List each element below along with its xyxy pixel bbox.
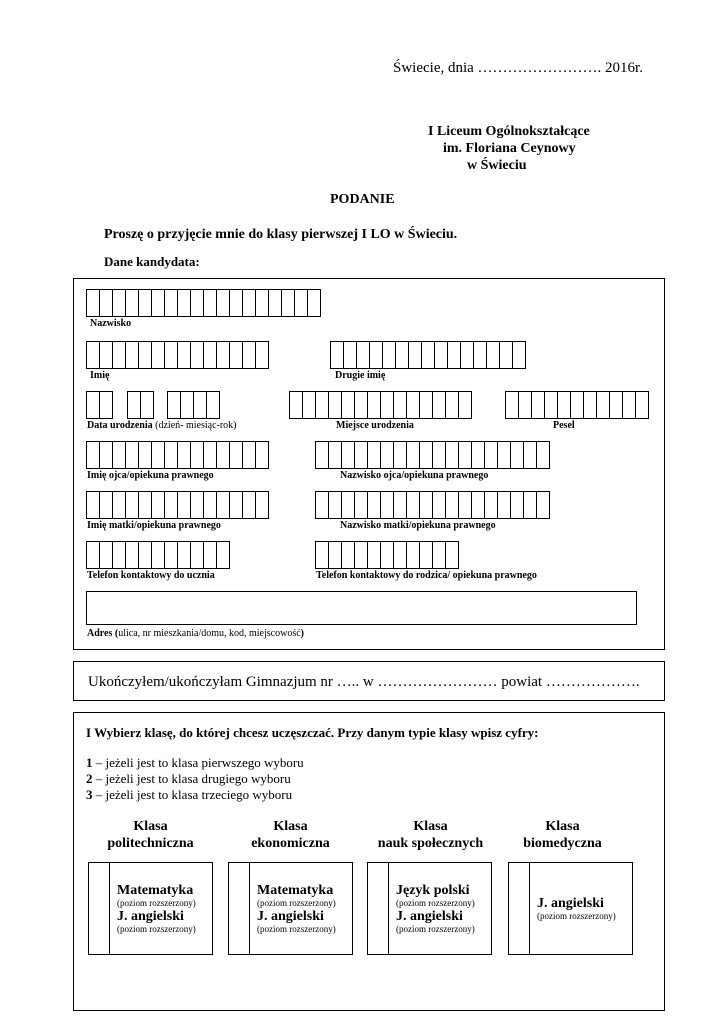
option-2: 2 – jeżeli jest to klasa drugiego wyboru [86, 771, 291, 786]
father-name-input[interactable] [86, 441, 268, 469]
class-box-ekonomiczna: Matematyka (poziom rozszerzony) J. angielski (poziom rozszerzony) [228, 862, 353, 955]
birth-year-input[interactable] [167, 391, 219, 419]
class-box-politechniczna: Matematyka (poziom rozszerzony) J. angielski (poziom rozszerzony) [88, 862, 213, 955]
address-input[interactable] [86, 591, 637, 625]
birth-place-label: Miejsce urodzenia [336, 420, 414, 431]
father-surname-label: Nazwisko ojca/opiekuna prawnego [340, 470, 489, 481]
pesel-label: Pesel [553, 420, 575, 431]
pesel-input[interactable] [505, 391, 648, 419]
class-heading-politechniczna: Klasa politechniczna [107, 819, 194, 851]
page-title: PODANIE [330, 192, 395, 207]
father-surname-input[interactable] [315, 441, 549, 469]
birth-day-input[interactable] [86, 391, 112, 419]
choice-input-nauk-spolecznych[interactable] [368, 863, 389, 954]
surname-input[interactable] [86, 289, 320, 317]
first-name-input[interactable] [86, 341, 268, 369]
choice-input-biomedyczna[interactable] [509, 863, 530, 954]
candidate-heading: Dane kandydata: [104, 254, 200, 269]
class-heading-ekonomiczna: Klasa ekonomiczna [251, 819, 330, 851]
student-phone-label: Telefon kontaktowy do ucznia [87, 570, 215, 581]
student-phone-input[interactable] [86, 541, 229, 569]
father-name-label: Imię ojca/opiekuna prawnego [87, 470, 214, 481]
birth-date-hint: (dzień- miesiąc-rok) [155, 420, 237, 431]
class-box-nauk-spolecznych: Język polski (poziom rozszerzony) J. angielski (poziom rozszerzony) [367, 862, 492, 955]
birth-place-input[interactable] [289, 391, 471, 419]
choice-input-politechniczna[interactable] [89, 863, 110, 954]
school-name: I Liceum Ogólnokształcące [428, 124, 590, 139]
mother-surname-label: Nazwisko matki/opiekuna prawnego [340, 520, 496, 531]
place-date: Świecie, dnia ……………………. 2016r. [393, 60, 643, 76]
parent-phone-input[interactable] [315, 541, 458, 569]
school-patron: im. Floriana Ceynowy [443, 141, 576, 156]
mother-surname-input[interactable] [315, 491, 549, 519]
address-label: Adres (ulica, nr mieszkania/domu, kod, miejscowość) [87, 628, 305, 639]
class-box-biomedyczna: J. angielski (poziom rozszerzony) [508, 862, 633, 955]
second-name-label: Drugie imię [335, 370, 386, 381]
school-city: w Świeciu [467, 158, 527, 173]
gimnazjum-line: Ukończyłem/ukończyłam Gimnazjum nr ….. w …………………… powiat ………………. [88, 674, 640, 690]
birth-month-input[interactable] [127, 391, 153, 419]
class-heading-nauk-spolecznych: Klasa nauk społecznych [377, 819, 484, 851]
option-3: 3 – jeżeli jest to klasa trzeciego wyboru [86, 787, 293, 802]
second-name-input[interactable] [330, 341, 525, 369]
birth-date-label: Data urodzenia (dzień- miesiąc-rok) [87, 420, 237, 431]
section-heading: I Wybierz klasę, do której chcesz uczęszczać. Przy danym typie klasy wpisz cyfry: [86, 725, 539, 740]
mother-name-label: Imię matki/opiekuna prawnego [87, 520, 221, 531]
parent-phone-label: Telefon kontaktowy do rodzica/ opiekuna prawnego [316, 570, 537, 581]
option-1: 1 – jeżeli jest to klasa pierwszego wyboru [86, 755, 304, 770]
first-name-label: Imię [90, 370, 110, 381]
mother-name-input[interactable] [86, 491, 268, 519]
choice-input-ekonomiczna[interactable] [229, 863, 250, 954]
surname-label: Nazwisko [90, 318, 132, 329]
request-text: Proszę o przyjęcie mnie do klasy pierwszej I LO w Świeciu. [104, 227, 458, 242]
class-heading-biomedyczna: Klasa biomedyczna [523, 819, 602, 851]
